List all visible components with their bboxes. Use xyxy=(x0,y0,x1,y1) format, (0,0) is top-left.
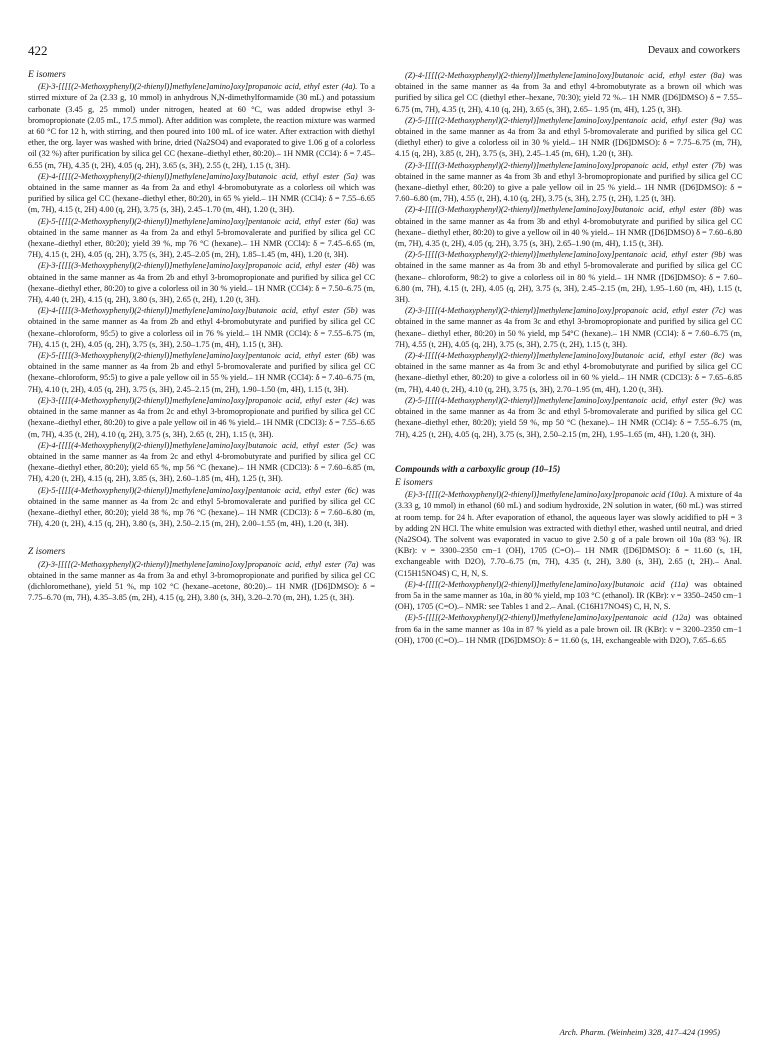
compound-entry xyxy=(28,350,375,395)
compound-name: (Z)-3-[[[[(2-Methoxyphenyl)(2-thienyl)]methylene]amino]oxy]propanoic acid, ethyl ester (7a) xyxy=(38,559,359,569)
compound-procedure: was obtained in the same manner as 4a from 2a and ethyl 5-bromovalerate and purified by silica gel CC (hexane–diethyl ether, 80:20); yield 39 %, mp 76 °C (hexane).– 1H NMR (CCl4): δ = 7.45–6.65 (m, 7H), 4.15 (t, 2H), 4.05 (q, 2H), 3.75 (s, 3H), 2.45–2.05 (m, 2H), 1.85–1.45 (m, 4H), 1.20 (t, 3H). xyxy=(28,216,375,260)
subsection-heading: E isomers xyxy=(395,477,433,488)
left-column xyxy=(28,70,375,603)
compound-procedure: was obtained from 5a in the same manner as 10a, in 80 % yield, mp 103 °C (ethanol). IR (KBr): ν = 3350–2450 cm−1 (OH), 1705 (C=O).– NMR: see Tables 1 and 2.– Anal. (C16H17NO4S) C, H, N, S. xyxy=(395,579,742,612)
subsection-heading: Z isomers xyxy=(28,547,66,558)
compound-procedure: A mixture of 4a (3.33 g, 10 mmol) in ethanol (60 mL) and sodium hydroxide, 2N solution in water, (60 mL) was stirred at room temp. for 24 h. After evaporation of ethanol, the aqueous layer was slowly acidified to pH = 3 by adding 2N HCl. The white emulsion was extracted with diethyl ether, washed until neutral, and dried (Na2SO4). The solvent was evaporated in vacuo to give 2.50 g of a pale brown oil 10a (83 %). IR (KBr): ν = 3300–2350 cm−1 (OH), 1705 (C=O).– 1H NMR ([D6]DMSO): δ = 11.60 (s, 1H, exchangeable with D2O), 7.70–6.75 (m, 7H), 4.35 (t, 2H), 3.80 (s, 3H), 2.65 (t, 2H).– Anal. (C15H15NO4S) C, H, N, S. xyxy=(395,490,743,578)
compound-entry xyxy=(28,395,375,440)
compound-entry xyxy=(28,559,375,604)
compound-name: (E)-4-[[[[(3-Methoxyphenyl)(2-thienyl)]methylene]amino]oxy]butanoic acid, ethyl ester (5b) xyxy=(38,306,358,316)
page-number: 422 xyxy=(28,43,48,58)
compound-procedure: was obtained in the same manner as 4a from 2c and ethyl 3-bromopropionate and purified by silica gel CC (hexane–diethyl ether, 80:20) to give a pale yellow oil in 46 % yield.– 1H NMR (CDCl3): δ = 7.55–6.65 (m, 7H), 4.35 (t, 2H), 4.10 (q, 2H), 3.75 (s, 3H), 2.65 (t, 2H), 1.15 (t, 3H). xyxy=(28,395,375,439)
compound-name: (Z)-4-[[[[(2-Methoxyphenyl)(2-thienyl)]methylene]amino]oxy]butanoic acid, ethyl ester (8a) xyxy=(405,71,725,80)
compound-entry xyxy=(28,485,375,530)
compound-entry xyxy=(28,216,375,261)
compound-entry xyxy=(395,395,742,440)
compound-name: (E)-5-[[[[(4-Methoxyphenyl)(2-thienyl)]methylene]amino]oxy]pentanoic acid, ethyl ester (6c) xyxy=(38,485,359,495)
compound-name: (Z)-5-[[[[(3-Methoxyphenyl)(2-thienyl)]methylene]amino]oxy]pentanoic acid, ethyl ester (9b) xyxy=(405,250,726,260)
compound-procedure: was obtained in the same manner as 4a from 3c and ethyl 3-bromopropionate and purified by silica gel CC (hexane– diethyl ether, 80:20) in 50 % yield, mp 54°C (hexane).– 1H NMR (CCl4): δ = 7.60–6.75 (m, 7H), 4.55 (t, 2H), 4.05 (q, 2H), 3.75 (s, 3H), 2.75 (t, 2H), 1.15 (t, 3H). xyxy=(395,306,742,349)
compound-name: (Z)-5-[[[[(2-Methoxyphenyl)(2-thienyl)]methylene]amino]oxy]pentanoic acid, ethyl ester (9a) xyxy=(405,115,726,125)
compound-entry xyxy=(28,81,375,171)
compound-procedure: To a stirred mixture of 2a (2.33 g, 10 mmol) in anhydrous N,N-dimethylformamide (30 mL) and potassium carbonate (3.45 g, 25 mmol) under nitrogen, heated at 60 °C, was added dropwise ethyl 3-bromopropionate (2.05 mL, 17.5 mmol). After addition was complete, the reaction mixture was warmed at 60 °C for 12 h, with stirring, and then poured into 100 mL of ice water. After extraction with diethyl ether, the org. layer was washed with brine, dried (Na2SO4) and evaporated to give 1.06 g of a colorless oil (32 %) after purification by silica gel CC (hexane–diethyl ether, 80:20).– 1H NMR (CCl4): δ = 7.45–6.55 (m, 7H), 4.35 (t, 2H), 4.05 (q, 2H), 3.65 (s, 3H), 2.55 (t, 2H), 1.15 (t, 3H). xyxy=(28,82,375,170)
compound-entry xyxy=(395,489,742,579)
compound-procedure: was obtained in the same manner as 4a from 3b and ethyl 3-bromopropionate and purified by silica gel CC (hexane–diethyl ether, 80:20) to give a pale yellow oil in 25 % yield.– 1H NMR ([D6]DMSO): δ = 7.60–6.80 (m, 7H), 4.55 (t, 2H), 4.10 (q, 2H), 3.75 (s, 3H), 2.75 (t, 2H), 1.25 (t, 3H). xyxy=(395,160,742,204)
compound-name: (E)-3-[[[[(2-Methoxyphenyl)(2-thienyl)]methylene]amino]oxy]propanoic acid (10a). xyxy=(405,490,688,500)
section-heading: Compounds with a carboxylic group (10–15) xyxy=(395,463,561,474)
compound-name: (Z)-4-[[[[(3-Methoxyphenyl)(2-thienyl)]methylene]amino]oxy]butanoic acid, ethyl ester (8b) xyxy=(405,205,725,215)
compound-name: (E)-5-[[[[(2-Methoxyphenyl)(2-thienyl)]methylene]amino]oxy]pentanoic acid (12a) xyxy=(405,613,691,623)
compound-entry xyxy=(395,204,742,249)
compound-name: (E)-4-[[[[(2-Methoxyphenyl)(2-thienyl)]methylene]amino]oxy]butanoic acid (11a) xyxy=(405,579,689,589)
compound-procedure: was obtained in the same manner as 4a from 3c and ethyl 5-bromovalerate and purified by silica gel CC (hexane–diethyl ether, 80:20); yield 59 %, mp 50 °C (hexane).– 1H NMR (CCl4): δ = 7.55–6.75 (m, 7H), 4.25 (t, 2H), 4.05 (q, 2H), 3.75 (s, 3H), 2.50–2.15 (m, 2H), 1.95–1.65 (m, 4H), 1.20 (t, 3H). xyxy=(395,395,742,439)
compound-procedure: was obtained in the same manner as 4a from 3a and ethyl 4-bromobutyrate as a brown oil which was purified by silica gel CC (diethyl ether–hexane, 70:30); yield 72 %.– 1H NMR ([D6]DMSO) δ = 7.55–6.75 (m, 7H), 4.35 (t, 2H), 4.10 (q, 2H), 3.65 (s, 3H), 2.65– 1.95 (m, 4H), 1.25 (t, 3H). xyxy=(395,71,742,114)
subsection-heading: E isomers xyxy=(28,70,66,80)
compound-entry xyxy=(395,305,742,350)
compound-procedure: was obtained in the same manner as 4a from 3a and ethyl 5-bromovalerate and purified by silica gel CC (diethyl ether) to give a colorless oil in 30 % yield.– 1H NMR ([D6]DMSO): δ = 7.75–6.75 (m, 7H), 4.15 (q, 2H), 3.85 (t, 2H), 3.75 (s, 3H), 2.45–1.45 (m, 6H), 1.20 (t, 3H). xyxy=(395,115,742,159)
compound-entry xyxy=(28,260,375,305)
compound-name: (Z)-3-[[[[(4-Methoxyphenyl)(2-thienyl)]methylene]amino]oxy]propanoic acid, ethyl ester (7c) xyxy=(405,306,726,316)
journal-citation: Arch. Pharm. (Weinheim) 328, 417–424 (1995) xyxy=(559,1027,720,1037)
compound-entry xyxy=(395,612,742,646)
compound-name: (E)-4-[[[[(2-Methoxyphenyl)(2-thienyl)]methylene]amino]oxy]butanoic acid, ethyl ester (5a) xyxy=(38,171,358,181)
compound-name: (E)-5-[[[[(2-Methoxyphenyl)(2-thienyl)]methylene]amino]oxy]pentanoic acid, ethyl ester (6a) xyxy=(38,216,359,226)
compound-procedure: was obtained in the same manner as 4a from 2a and ethyl 4-bromobutyrate as a colorless oil which was purified by silica gel CC (hexane–diethyl ether, 80:20), in 65 % yield.– 1H NMR (CCl4): δ = 7.55–6.65 (m, 7H), 4.15 (t, 2H) 4.00 (q, 2H), 3.75 (s, 3H), 2.45–1.70 (m, 4H), 1.20 (t, 3H). xyxy=(28,171,375,215)
compound-entry xyxy=(395,160,742,205)
compound-procedure: was obtained in the same manner as 4a from 3c and ethyl 4-bromobutyrate and purified by silica gel CC (hexane–diethyl ether, 80:20) to give a colorless oil in 60 % yield.– 1H NMR (CDCl3): δ = 7.65–6.85 (m, 7H), 4.40 (t, 2H), 4.10 (q, 2H), 3.75 (s, 3H), 2.70–1.95 (m, 4H), 1.20 (t, 3H). xyxy=(395,351,742,394)
compound-procedure: was obtained in the same manner as 4a from 2b and ethyl 5-bromovalerate and purified by silica gel CC (hexane–chloroform, 95:5) to give a pale yellow oil in 55 % yield.– 1H NMR (CCl4): δ = 7.40–6.75 (m, 7H), 4.10 (t, 2H), 4.05 (q, 2H), 3.75 (s, 3H), 2.45–2.15 (m, 2H), 1.90–1.50 (m, 4H), 1.15 (t, 3H). xyxy=(28,351,375,394)
compound-entry xyxy=(395,70,742,115)
compound-procedure: was obtained in the same manner as 4a from 3b and ethyl 4-bromobutyrate and purified by silica gel CC (hexane– diethyl ether, 80:20) to give a yellow oil in 40 % yield.– 1H NMR ([D6]DMSO) δ = 7.60–6.80 (m, 7H), 4.35 (t, 2H), 4.05 (q, 2H), 3.75 (s, 3H), 2.65–1.90 (m, 4H), 1.15 (t, 3H). xyxy=(395,205,742,249)
compound-name: (E)-5-[[[[(3-Methoxyphenyl)(2-thienyl)]methylene]amino]oxy]pentanoic acid, ethyl ester (6b) xyxy=(38,351,359,361)
right-column xyxy=(395,70,742,646)
compound-procedure: was obtained in the same manner as 4a from 2b and ethyl 3-bromopropionate and purified by silica gel CC (hexane–diethyl ether, 80:20) to give a colorless oil in 30 % yield.– 1H NMR (CCl4): δ = 7.50–6.75 (m, 7H), 4.40 (t, 2H), 4.15 (q, 2H), 3.80 (s, 3H), 2.65 (t, 2H), 1.20 (t, 3H). xyxy=(28,261,375,305)
compound-procedure: was obtained in the same manner as 4a from 2c and ethyl 5-bromovalerate and purified by silica gel CC (hexane–diethyl ether, 80:20); yield 38 %, mp 76 °C (hexane).– 1H NMR (CDCl3): δ = 7.60–6.80 (m, 7H), 4.20 (t, 2H), 4.15 (q, 2H), 3.80 (s, 3H), 2.50–2.15 (m, 2H), 2.00–1.55 (m, 4H), 1.20 (t, 3H). xyxy=(28,485,375,529)
compound-name: (Z)-4-[[[[(4-Methoxyphenyl)(2-thienyl)]methylene]amino]oxy]butanoic acid, ethyl ester (8c) xyxy=(405,351,725,361)
compound-name: (Z)-5-[[[[(4-Methoxyphenyl)(2-thienyl)]methylene]amino]oxy]pentanoic acid, ethyl ester (9c) xyxy=(405,395,726,405)
compound-entry xyxy=(395,249,742,305)
compound-procedure: was obtained in the same manner as 4a from 2c and ethyl 4-bromobutyrate and purified by silica gel CC (hexane–diethyl ether, 80:20); yield 65 %, mp 56 °C (hexane).– 1H NMR (CDCl3): δ = 7.60–6.85 (m, 7H), 4.20 (t, 2H), 4.15 (q, 2H), 3.85 (s, 3H), 2.60–1.85 (m, 4H), 1.25 (t, 3H). xyxy=(28,440,375,484)
compound-procedure: was obtained in the same manner as 4a from 3b and ethyl 5-bromovalerate and purified by silica gel CC (hexane– chloroform, 98:2) to give a colorless oil in 80 % yield.– 1H NMR ([D6]DMSO): δ = 7.60–6.80 (m, 7H), 4.15 (t, 2H), 4.05 (q, 2H), 3.75 (s, 3H), 2.45–2.15 (m, 2H), 1.95–1.60 (m, 4H), 1.15 (t, 3H). xyxy=(395,250,742,305)
compound-entry xyxy=(395,350,742,395)
compound-entry xyxy=(28,305,375,350)
compound-name: (E)-3-[[[[(4-Methoxyphenyl)(2-thienyl)]methylene]amino]oxy]propanoic acid, ethyl ester (4c) xyxy=(38,395,359,405)
running-head: Devaux and coworkers xyxy=(647,45,740,56)
compound-name: (Z)-3-[[[[(3-Methoxyphenyl)(2-thienyl)]methylene]amino]oxy]propanoic acid, ethyl ester (7b) xyxy=(405,160,726,170)
compound-name: (E)-3-[[[[(2-Methoxyphenyl)(2-thienyl)]methylene]amino]oxy]propanoic acid, ethyl ester (4a). xyxy=(38,82,358,92)
compound-procedure: was obtained from 6a in the same manner as 10a in 87 % yield as a pale brown oil. IR (KBr): ν = 3200–2350 cm−1 (OH), 1700 (C=O).– 1H NMR ([D6]DMSO): δ = 11.60 (s, 1H, exchangeable with D2O), 7.65–6.65 xyxy=(395,613,743,645)
compound-entry xyxy=(28,440,375,485)
compound-entry xyxy=(28,171,375,216)
compound-name: (E)-4-[[[[(4-Methoxyphenyl)(2-thienyl)]methylene]amino]oxy]butanoic acid, ethyl ester (5c) xyxy=(38,440,358,450)
compound-entry xyxy=(395,115,742,160)
compound-procedure: was obtained in the same manner as 4a from 3a and ethyl 3-bromopropionate and purified by silica gel CC (dichloromethane), yield 51 %, mp 102 °C (hexane–acetone, 80:20).– 1H NMR ([D6]DMSO): δ = 7.75–6.70 (m, 7H), 4.35–3.85 (m, 2H), 4.15 (q, 2H), 3.80 (s, 3H), 3.20–2.70 (m, 2H), 1.25 (t, 3H). xyxy=(28,559,375,603)
compound-entry xyxy=(395,579,742,613)
compound-procedure: was obtained in the same manner as 4a from 2b and ethyl 4-bromobutyrate and purified by silica gel CC (hexane–chloroform, 95:5) to give a colorless oil in 76 % yield.– 1H NMR (CCl4): δ = 7.55–6.75 (m, 7H), 4.15 (t, 2H), 4.05 (q, 2H), 3.75 (s, 3H), 2.50–1.75 (m, 4H), 1.15 (t, 3H). xyxy=(28,306,375,349)
compound-name: (E)-3-[[[[(3-Methoxyphenyl)(2-thienyl)]methylene]amino]oxy]propanoic acid, ethyl ester (4b) xyxy=(38,261,359,271)
